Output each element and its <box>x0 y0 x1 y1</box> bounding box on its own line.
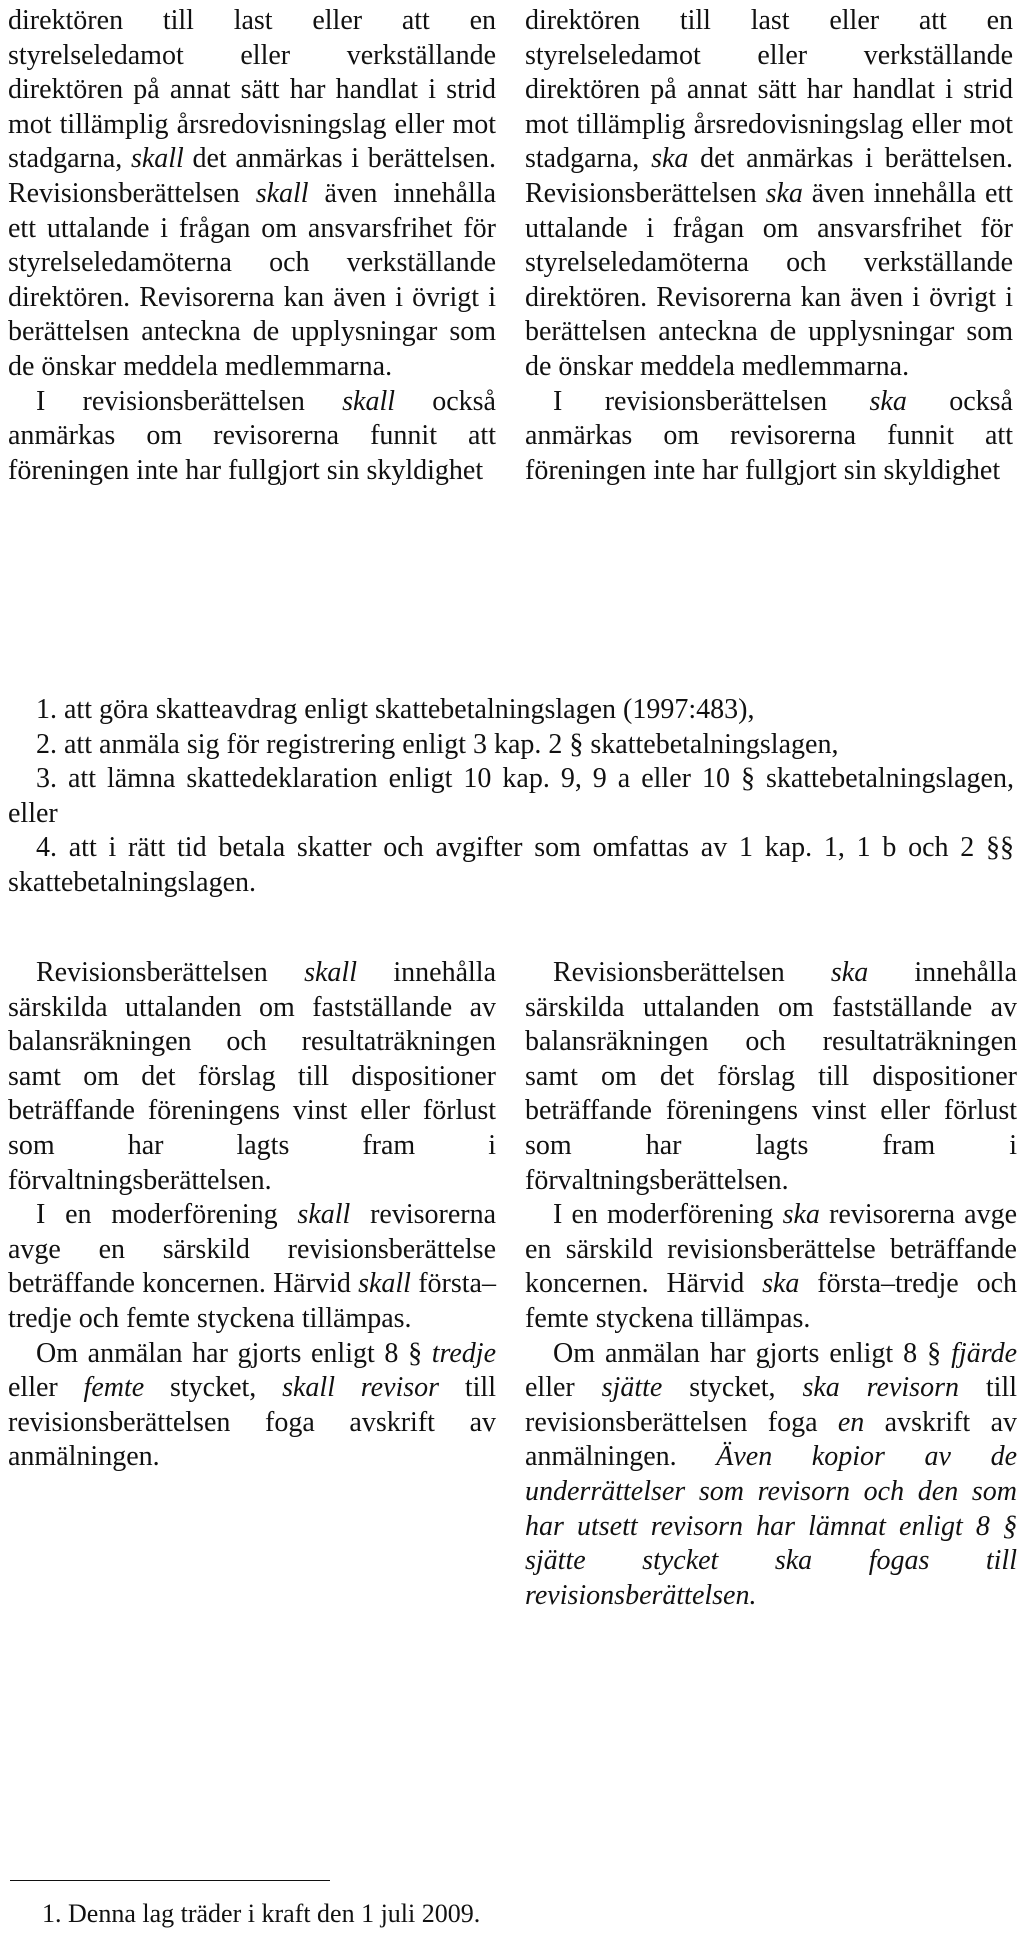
amended-word: skall <box>297 1199 351 1231</box>
text-span: Om anmälan har gjorts enligt 8 § <box>553 1337 952 1369</box>
text-span: även innehålla ett uttalande i frågan om ansvarsfrihet för styrelseledamöterna och verkställande direktören. Revisorerna kan även i övrigt i berättelsen anteckna de upplysningar som de önskar meddela medlemmarna. <box>8 177 496 382</box>
left-paragraph-4 <box>8 1198 496 1336</box>
right-paragraph-1 <box>525 4 1013 385</box>
text-span: revisorerna avge en särskild revisionsberättelse beträffande koncernen. Härvid <box>8 1199 497 1300</box>
amended-word: ska <box>869 385 907 417</box>
text-span: det anmärkas i berättelsen. Revisionsberättelsen <box>525 143 1013 209</box>
text-span: eller <box>8 1372 84 1404</box>
text-span: Om anmälan har gjorts enligt 8 § <box>36 1337 432 1369</box>
amended-word: skall <box>304 957 357 988</box>
text-span: eller <box>525 1372 602 1404</box>
list-item: 3. att lämna skattedeklaration enligt 10 kap. 9, 9 a eller 10 § skattebetalningslagen, eller <box>8 763 1014 829</box>
amended-word: sjätte <box>601 1372 663 1404</box>
text-span: stycket, <box>144 1372 283 1404</box>
right-paragraph-5 <box>525 1337 1017 1614</box>
text-span: revisorerna avge en särskild revisionsberättelse beträffande koncernen. Härvid <box>525 1199 1018 1300</box>
text-span: också anmärkas om revisorerna funnit att föreningen inte har fullgjort sin skyldighet <box>8 385 496 486</box>
right-column-proposed-text-lower <box>525 956 1017 1613</box>
list-item: 1. att göra skatteavdrag enligt skattebetalningslagen (1997:483), <box>36 694 755 725</box>
shared-numbered-list <box>8 693 1014 901</box>
right-column-proposed-text <box>525 4 1013 488</box>
amended-sentence: Även kopior av de underrättelser som revisorn och den som har utsett revisorn har lämnat enligt 8 § sjätte stycket ska fogas till revisionsberättelsen. <box>525 1441 1017 1611</box>
text-span: I en moderförening <box>36 1199 298 1231</box>
text-span: till revisionsberättelsen foga <box>525 1372 1017 1438</box>
left-paragraph-5 <box>8 1337 496 1475</box>
text-span: Revisionsberättelsen <box>553 957 831 988</box>
footnote-divider <box>10 1880 330 1881</box>
amended-word: femte <box>83 1372 145 1404</box>
amended-word: ska <box>830 957 869 988</box>
text-span: Revisionsberättelsen <box>36 957 305 988</box>
right-paragraph-3 <box>525 956 1017 1198</box>
list-item: 4. att i rätt tid betala skatter och avgifter som omfattas av 1 kap. 1, 1 b och 2 §§ skattebetalningslagen. <box>8 832 1014 898</box>
amended-word: tredje <box>431 1337 496 1369</box>
left-paragraph-3 <box>8 956 496 1198</box>
amended-word: ska <box>651 143 689 175</box>
text-span: innehålla särskilda uttalanden om fastställande av balansräkningen och resultaträkningen samt om det förslag till dispositioner beträffande föreningens vinst eller förlust som har lagts fram i förvaltningsberättelsen. <box>8 957 496 1196</box>
amended-word: ska <box>762 1268 800 1300</box>
text-span: det anmärkas i berättelsen. Revisionsberättelsen <box>8 143 496 209</box>
right-paragraph-4 <box>525 1198 1017 1336</box>
left-paragraph-1 <box>8 4 496 385</box>
text-span: innehålla särskilda uttalanden om fastställande av balansräkningen och resultaträkningen samt om det förslag till dispositioner beträffande föreningens vinst eller förlust som har lagts fram i förvaltningsberättelsen. <box>525 957 1017 1196</box>
text-span: också anmärkas om revisorerna funnit att föreningen inte har fullgjort sin skyldighet <box>525 385 1013 486</box>
text-span: I revisionsberättelsen <box>36 385 343 417</box>
amended-word: skall <box>342 385 396 417</box>
left-paragraph-2 <box>8 385 496 489</box>
text-span: till revisionsberättelsen foga avskrift av anmälningen. <box>8 1372 496 1473</box>
amended-word: skall <box>130 143 184 175</box>
text-span: avskrift av anmälningen. <box>525 1406 1017 1473</box>
amended-word: skall <box>255 177 309 209</box>
footnote: 1. Denna lag träder i kraft den 1 juli 2009. <box>42 1899 481 1928</box>
text-span: I en moderförening <box>553 1199 783 1231</box>
amended-word: skall revisor <box>282 1372 440 1404</box>
list-item: 2. att anmäla sig för registrering enligt 3 kap. 2 § skattebetalningslagen, <box>36 728 839 760</box>
text-span: I revisionsberättelsen <box>553 385 870 417</box>
amended-word: ska <box>782 1199 820 1231</box>
amended-word: skall <box>358 1268 411 1300</box>
amended-word: fjärde <box>951 1337 1017 1369</box>
right-paragraph-2 <box>525 385 1013 489</box>
amended-word: ska revisorn <box>802 1372 959 1404</box>
left-column-current-text <box>8 4 496 488</box>
amended-word: ska <box>765 177 803 209</box>
text-span: direktören till last eller att en styrelseledamot eller verkställande direktören på annat sätt har handlat i strid mot tillämplig årsredovisningslag eller mot stadgarna, <box>8 5 496 175</box>
text-span: första–tredje och femte styckena tillämpas. <box>8 1268 496 1334</box>
left-column-current-text-lower <box>8 956 496 1475</box>
amended-word: en <box>837 1406 865 1438</box>
text-span: första–tredje och femte styckena tillämpas. <box>525 1268 1018 1334</box>
text-span: även innehålla ett uttalande i frågan om ansvarsfrihet för styrelseledamöterna och verkställande direktören. Revisorerna kan även i övrigt i berättelsen anteckna de upplysningar som de önskar meddela medlemmarna. <box>525 177 1013 382</box>
text-span: direktören till last eller att en styrelseledamot eller verkställande direktören på annat sätt har handlat i strid mot tillämplig årsredovisningslag eller mot stadgarna, <box>525 5 1013 175</box>
text-span: stycket, <box>662 1372 803 1404</box>
